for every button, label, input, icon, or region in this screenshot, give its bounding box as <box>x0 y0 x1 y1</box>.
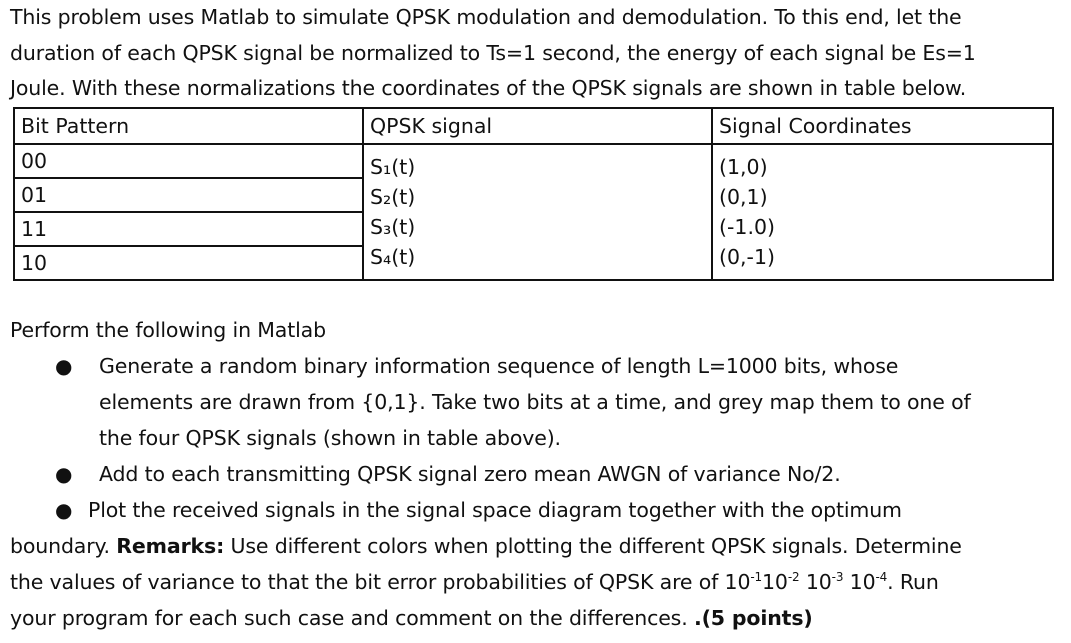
signal-s4: S₄(t) <box>370 245 416 269</box>
coord-s3: (-1.0) <box>719 215 775 239</box>
exponent-4: -4 <box>875 570 888 585</box>
task-list <box>10 348 1065 636</box>
task3-line-3 <box>10 570 939 594</box>
task3-line-3-start: the values of variance to that the bit error probabilities of QPSK are of 10 <box>10 570 751 594</box>
task3-line-3-end: . Run <box>887 570 939 594</box>
power-2-base: 10 <box>762 570 788 594</box>
task3-line-2-start: boundary. <box>10 534 117 558</box>
list-item <box>10 492 1065 636</box>
bullet-icon: ● <box>55 462 73 486</box>
exponent-2: -2 <box>787 570 800 585</box>
remarks-label: Remarks: <box>116 534 225 558</box>
task3-line-1: Plot the received signals in the signal space diagram together with the optimum <box>88 498 902 522</box>
section-heading: Perform the following in Matlab <box>10 318 326 342</box>
intro-line-1: This problem uses Matlab to simulate QPSK modulation and demodulation. To this end, let the <box>10 5 962 29</box>
qpsk-table <box>13 107 1054 281</box>
bit-pattern-cell: 00 <box>14 144 363 178</box>
coord-s1: (1,0) <box>719 155 768 179</box>
task1-line-1: Generate a random binary information sequence of length L=1000 bits, whose <box>99 354 899 378</box>
table-row <box>14 144 1053 178</box>
document <box>10 0 1065 630</box>
signal-cell <box>363 144 712 280</box>
coord-s4: (0,-1) <box>719 245 775 269</box>
points-label: .(5 points) <box>693 606 813 630</box>
signal-s3: S₃(t) <box>370 215 416 239</box>
power-4-base: 10 <box>843 570 876 594</box>
task3-line-4-start: your program for each such case and comment on the differences. <box>10 606 694 630</box>
task1-line-2: elements are drawn from {0,1}. Take two bits at a time, and grey map them to one of <box>99 390 971 414</box>
task3-line-2 <box>10 534 962 558</box>
list-item <box>10 456 1065 492</box>
intro-paragraph <box>10 0 1065 107</box>
exponent-1: -1 <box>750 570 763 585</box>
power-3-base: 10 <box>799 570 832 594</box>
bit-pattern-cell: 01 <box>14 178 363 212</box>
header-bit-pattern: Bit Pattern <box>14 108 363 144</box>
table-header-row <box>14 108 1053 144</box>
list-item <box>10 348 1065 456</box>
tasks-section <box>10 312 1065 636</box>
exponent-3: -3 <box>831 570 844 585</box>
header-signal-coordinates: Signal Coordinates <box>712 108 1053 144</box>
task1-line-3: the four QPSK signals (shown in table above). <box>99 426 561 450</box>
task3-line-4 <box>10 606 813 630</box>
intro-line-3: Joule. With these normalizations the coordinates of the QPSK signals are shown in table below. <box>10 76 967 100</box>
bullet-icon: ● <box>55 354 73 378</box>
bit-pattern-cell: 11 <box>14 212 363 246</box>
header-qpsk-signal: QPSK signal <box>363 108 712 144</box>
signal-s1: S₁(t) <box>370 155 416 179</box>
bullet-icon: ● <box>55 498 73 522</box>
coordinates-cell <box>712 144 1053 280</box>
intro-line-2: duration of each QPSK signal be normalized to Ts=1 second, the energy of each signal be Es=1 <box>10 40 976 65</box>
signal-s2: S₂(t) <box>370 185 416 209</box>
task3-line-2-rest: Use different colors when plotting the different QPSK signals. Determine <box>224 534 962 558</box>
bit-pattern-cell: 10 <box>14 246 363 280</box>
coord-s2: (0,1) <box>719 185 768 209</box>
task2-line-1: Add to each transmitting QPSK signal zero mean AWGN of variance No/2. <box>99 462 841 486</box>
